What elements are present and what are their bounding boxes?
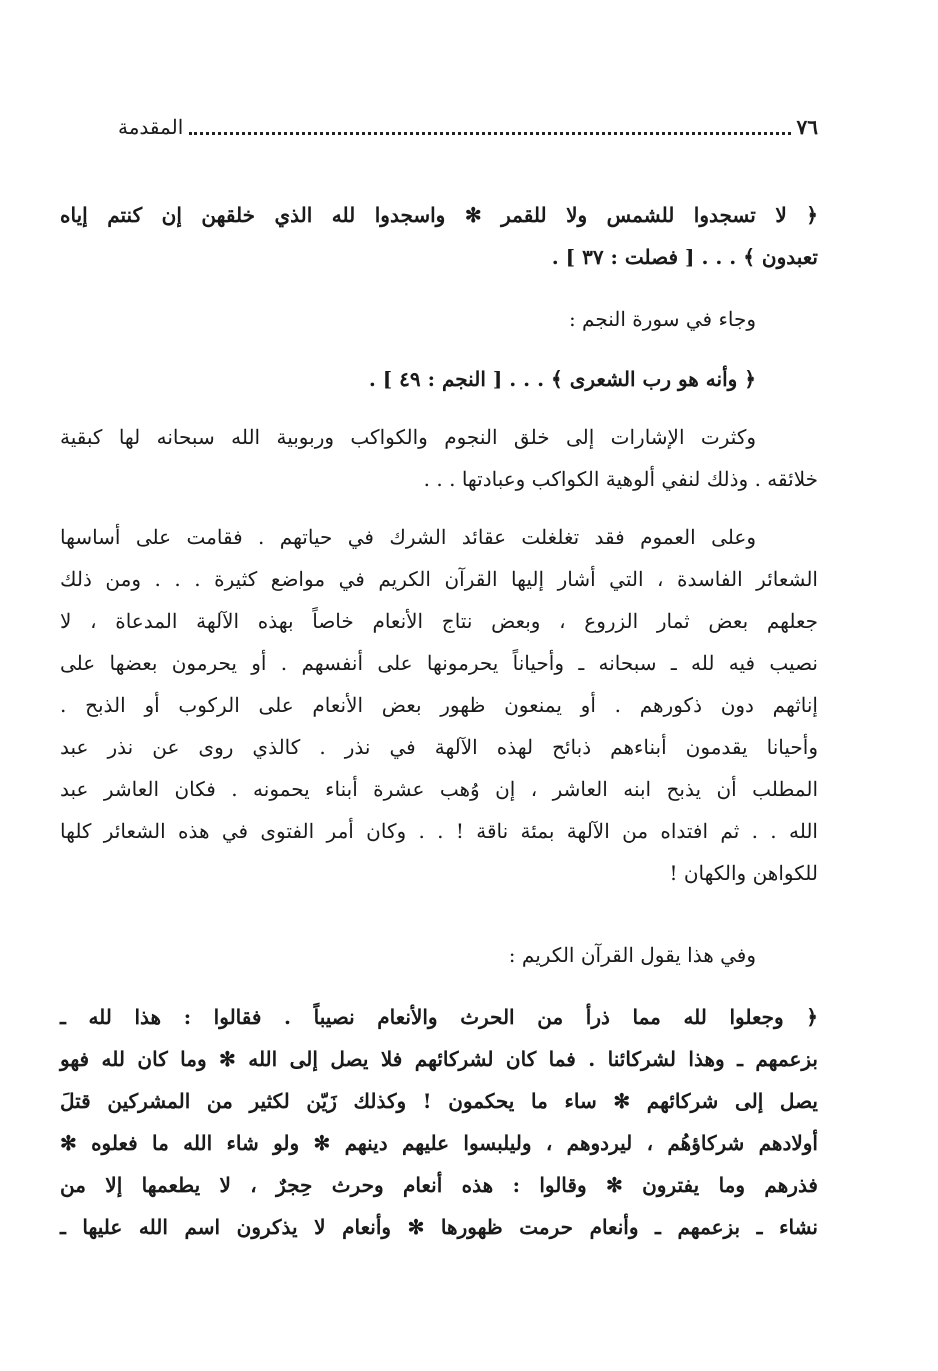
text-line: وفي هذا يقول القرآن الكريم : [508,943,756,967]
quote-line: ﴿ وأنه هو رب الشعرى ﴾ . . . [ النجم : ٤٩ ] . [368,367,756,391]
quote-line: ﴿ وجعلوا لله مما ذرأ من الحرث والأنعام نصيباً . فقالوا : هذا لله ـ [60,1005,818,1029]
text-line: إناثهم دون ذكورهم . أو يمنعون ظهور بعض الأنعام على الركوب أو الذبح . [60,693,818,717]
text-line: وجاء في سورة النجم : [568,307,756,331]
text-line: جعلهم بعض ثمار الزروع ، وبعض نتاج الأنعام خاصاً بهذه الآلهة المدعاة ، لا [60,609,818,633]
leader-dots [189,132,790,135]
text-line: نصيب فيه لله ـ سبحانه ـ وأحياناً يحرمونها على أنفسهم . أو يحرمون بعضها على [60,651,818,675]
quote-line: ﴿ لا تسجدوا للشمس ولا للقمر ✻ واسجدوا لله الذي خلقهن إن كنتم إياه [60,203,819,227]
text-line: الله . . ثم افتداه من الآلهة بمئة ناقة ! . . وكان أمر الفتوى في هذه الشعائر كلها [60,819,818,843]
text-line: الشعائر الفاسدة ، التي أشار إليها القرآن الكريم في مواضع كثيرة . . . ومن ذلك [60,567,818,591]
text-line: للكواهن والكهان ! [669,861,818,885]
quote-line: يصل إلى شركائهم ✻ ساء ما يحكمون ! وكذلك زَيّن لكثير من المشركين قتلَ [60,1089,818,1113]
chapter-title: المقدمة [118,115,184,139]
quote-line: فذرهم وما يفترون ✻ وقالوا : هذه أنعام وحرث حِجرٌ ، لا يطعمها إلا من [60,1173,818,1197]
quote-line: تعبدون ﴾ . . . [ فصلت : ٣٧ ] . [551,245,818,269]
text-line: وأحيانا يقدمون أبناءهم ذبائح لهذه الآلهة في نذر . كالذي روى عن نذر عبد [60,735,818,759]
text-line: وعلى العموم فقد تغلغلت عقائد الشرك في حياتهم . فقامت على أساسها [60,525,756,549]
quote-line: بزعمهم ـ وهذا لشركائنا . فما كان لشركائهم فلا يصل إلى الله ✻ وما كان لله فهو [60,1047,818,1071]
text-line: المطلب أن يذبح ابنه العاشر ، إن وُهب عشرة أبناء يحمونه . فكان العاشر عبد [60,777,818,801]
text-line: خلائقه . وذلك لنفي ألوهية الكواكب وعبادتها . . . [423,467,818,491]
quote-line: أولادهم شركاؤهُم ، ليردوهم ، وليلبسوا عليهم دينهم ✻ ولو شاء الله ما فعلوه ✻ [60,1131,818,1155]
quote-line: نشاء ـ بزعمهم ـ وأنعام حرمت ظهورها ✻ وأنعام لا يذكرون اسم الله عليها ـ [60,1215,818,1239]
page-number: ٧٦ [796,115,818,139]
text-line: وكثرت الإشارات إلى خلق النجوم والكواكب وربوبية الله سبحانه لها كبقية [60,425,756,449]
running-header [118,112,818,142]
